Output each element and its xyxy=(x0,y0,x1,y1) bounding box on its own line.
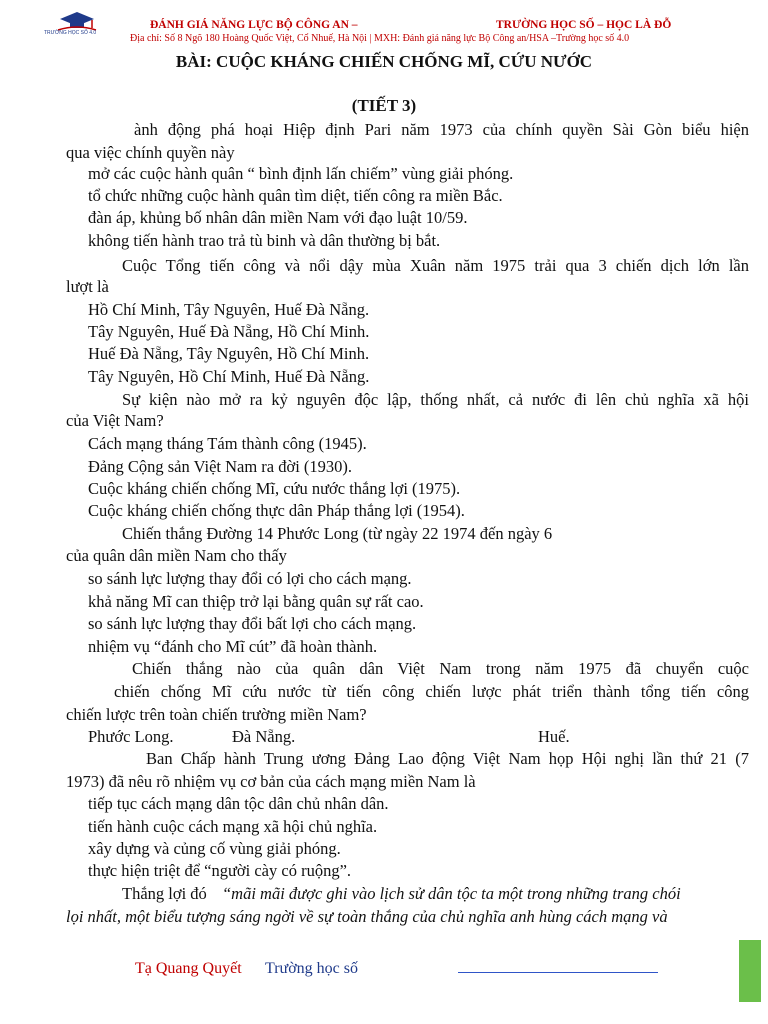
footer-underline xyxy=(458,972,658,973)
logo-caption: TRƯỜNG HỌC SỐ 4.0 xyxy=(44,30,97,36)
option-hue: Huế. xyxy=(538,727,570,746)
text-line: Cuộc kháng chiến chống thực dân Pháp thắng lợi (1954). xyxy=(88,501,465,520)
text-line: qua việc chính quyền này xyxy=(66,143,235,162)
text-line: của quân dân miền Nam cho thấy xyxy=(66,546,287,565)
text-line: mở các cuộc hành quân “ bình định lấn chiếm” vùng giải phóng. xyxy=(88,164,514,183)
text-line: khả năng Mĩ can thiệp trở lại bằng quân sự rất cao. xyxy=(88,592,424,611)
text-line-italic: “mãi mãi được ghi vào lịch sử dân tộc ta một trong những trang chói xyxy=(222,884,681,903)
page-title: BÀI: CUỘC KHÁNG CHIẾN CHỐNG MĨ, CỨU NƯỚC xyxy=(175,52,593,71)
text-line: Cuộc kháng chiến chống Mĩ, cứu nước thắng lợi (1975). xyxy=(88,479,461,498)
header-right: TRƯỜNG HỌC SỐ – HỌC LÀ ĐỖ xyxy=(496,19,672,31)
footer-school: Trường học số xyxy=(265,960,358,977)
text-line: lượt là xyxy=(66,277,109,296)
text-line: Hồ Chí Minh, Tây Nguyên, Huế Đà Nẵng. xyxy=(88,300,370,319)
text-line: thực hiện triệt để “người cày có ruộng”. xyxy=(88,861,352,880)
text-line: Cuộc Tổng tiến công và nổi dậy mùa Xuân năm 1975 trải qua 3 chiến dịch lớn lần xyxy=(122,256,749,275)
header-address: Địa chỉ: Số 8 Ngõ 180 Hoàng Quốc Việt, Cổ Nhuế, Hà Nội | MXH: Đánh giá năng lực Bộ Công an/HSA –Trường học số 4.0 xyxy=(130,33,630,44)
text-line: xây dựng và củng cố vùng giải phóng. xyxy=(88,839,341,858)
text-line: Tây Nguyên, Hồ Chí Minh, Huế Đà Nẵng. xyxy=(88,367,370,386)
footer-author: Tạ Quang Quyết xyxy=(135,960,242,977)
text-line-italic: lọi nhất, một biểu tượng sáng ngời về sự toàn thắng của chủ nghĩa anh hùng cách mạng và xyxy=(66,907,668,926)
text-line: tiếp tục cách mạng dân tộc dân chủ nhân dân. xyxy=(88,794,389,813)
text-line: Tây Nguyên, Huế Đà Nẵng, Hồ Chí Minh. xyxy=(88,322,370,341)
text-line: 1973) đã nêu rõ nhiệm vụ cơ bản của cách mạng miền Nam là xyxy=(66,772,476,791)
option-da-nang: Đà Nẵng. xyxy=(232,727,296,746)
text-line: so sánh lực lượng thay đổi bất lợi cho cách mạng. xyxy=(88,614,417,633)
text-line: Chiến thắng Đường 14 Phước Long (từ ngày 22 1974 đến ngày 6 xyxy=(122,524,553,543)
green-page-marker xyxy=(739,940,761,1002)
text-line: Cách mạng tháng Tám thành công (1945). xyxy=(88,434,367,453)
text-line: tiến hành cuộc cách mạng xã hội chủ nghĩa. xyxy=(88,817,378,836)
text-line: Ban Chấp hành Trung ương Đảng Lao động Việt Nam họp Hội nghị lần thứ 21 (7 xyxy=(146,749,749,768)
text-line: Huế Đà Nẵng, Tây Nguyên, Hồ Chí Minh. xyxy=(88,344,370,363)
text-line: của Việt Nam? xyxy=(66,411,164,430)
text-line: Chiến thắng nào của quân dân Việt Nam trong năm 1975 đã chuyển cuộc xyxy=(132,659,749,678)
text-line: chiến chống Mĩ cứu nước từ tiến công chiến lược phát triển thành tổng tiến công xyxy=(114,682,749,701)
text-line: so sánh lực lượng thay đổi có lợi cho cách mạng. xyxy=(88,569,412,588)
text-line: Sự kiện nào mở ra kỷ nguyên độc lập, thống nhất, cả nước đi lên chủ nghĩa xã hội xyxy=(122,390,749,409)
text-line: Đảng Cộng sản Việt Nam ra đời (1930). xyxy=(88,457,353,476)
text-line: ành động phá hoại Hiệp định Pari năm 1973 của chính quyền Sài Gòn biểu hiện xyxy=(134,120,749,139)
text-line: nhiệm vụ “đánh cho Mĩ cút” đã hoàn thành. xyxy=(88,637,378,656)
text-line: Thắng lợi đó xyxy=(122,884,207,903)
school-logo xyxy=(52,10,102,44)
text-line: đàn áp, khủng bố nhân dân miền Nam với đạo luật 10/59. xyxy=(88,208,468,227)
page-subtitle: (TIẾT 3) xyxy=(351,96,417,115)
text-line: tổ chức những cuộc hành quân tìm diệt, tiến công ra miền Bắc. xyxy=(88,186,503,205)
option-phuoc-long: Phước Long. xyxy=(88,727,174,746)
text-line: không tiến hành trao trả tù binh và dân thường bị bắt. xyxy=(88,231,441,250)
header-left: ĐÁNH GIÁ NĂNG LỰC BỘ CÔNG AN – xyxy=(150,19,358,31)
text-line: chiến lược trên toàn chiến trường miền Nam? xyxy=(66,705,367,724)
